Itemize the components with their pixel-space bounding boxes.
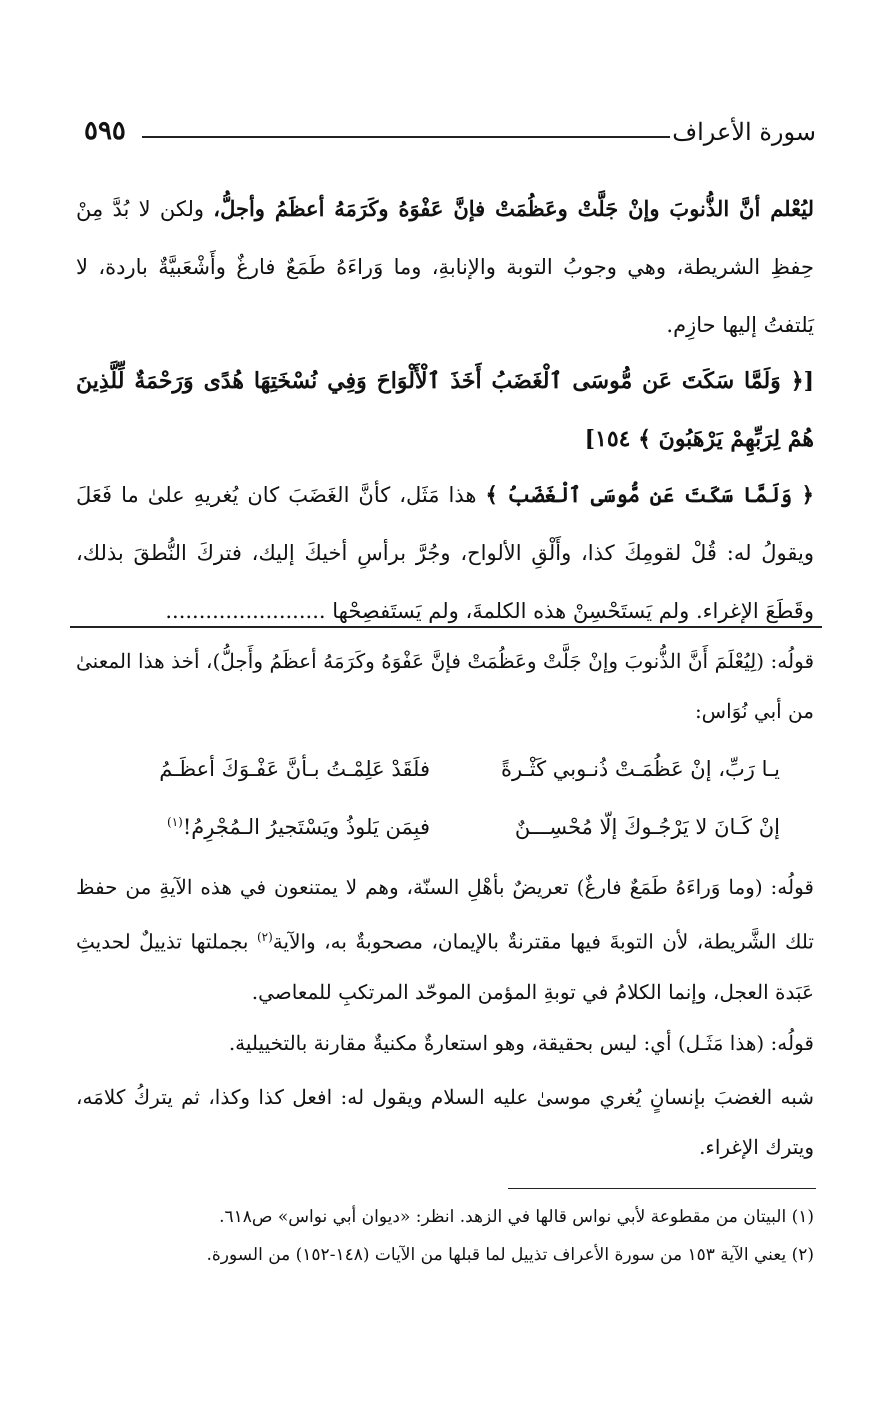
para1-rest: ولكن لا بُدَّ مِنْ حِفظِ الشريطة، وهي وجوبُ التوبة والإنابةِ، وما وَراءَهُ طَمَعٌ فارغٌ وأَشْعَبيَّةٌ باردة، لا يَلتفتُ إليها حازِم. [76, 197, 814, 337]
running-header [80, 112, 820, 152]
header-rule [142, 136, 670, 138]
footnote-marker-2: (٢) [256, 930, 273, 944]
para2-quote: ﴿ وَلَمَّا سَكَتَ عَن مُّوسَى ٱلْغَضَبُ ﴾ [485, 482, 814, 507]
para2-rest: هذا مَثَل، كأنَّ الغَضَبَ كان يُغريهِ علىٰ ما فَعَلَ ويقولُ له: قُلْ لقومِكَ كذا، وأَلْقِ الألواح، وجُرَّ برأسِ أخيكَ إليك، فتركَ النُّطقَ بذلك، وقَطَعَ الإغراء. ولم يَستَحْسِنْ هذه الكلمةَ، ولم يَستَفصِحْها [76, 483, 814, 623]
commentary-separator [70, 626, 822, 628]
poem-hemistich-text: فبِمَن يَلوذُ ويَسْتَجيرُ الـمُجْرِمُ! [182, 815, 430, 839]
quran-verse [76, 352, 814, 468]
commentary-3-text: قولُه: (هذا مَثَـل) أي: ليس بحقيقة، وهو استعارةٌ مكنيةٌ مقارنة بالتخييلية. [228, 1031, 814, 1055]
footnote-rule [508, 1188, 816, 1189]
main-paragraph-2 [76, 466, 814, 640]
footnotes [120, 1198, 814, 1274]
footnote-2: (٢) يعني الآية ١٥٣ من سورة الأعراف تذييل لما قبلها من الآيات (١٤٨-١٥٢) من السورة. [206, 1245, 814, 1265]
commentary-2-text: قولُه: (وما وَراءَهُ طَمَعٌ فارغٌ) تعريضٌ بأهْلِ السنّة، وهم لا يمتنعون في هذه الآيةِ من حفظ تلك الشَّريطة، لأن التوبةَ فيها مقترنةٌ بالإيمان، مصحوبةٌ به، والآية [76, 875, 814, 954]
poem-hemistich: فلَقَدْ عَلِمْـتُ بـأنَّ عَفْـوَكَ أعظَـمُ [159, 757, 430, 781]
page-number: ٥٩٥ [84, 116, 126, 146]
commentary-2-end: بجملتها تذييلٌ لحديثِ عَبَدة العجل، وإنما الكلامُ في توبةِ المؤمن الموحّد المرتكبِ للمعاصي. [76, 929, 814, 1004]
commentary-1-text: قولُه: (لِيُعْلَمَ أَنَّ الذُّنوبَ وإنْ جَلَّتْ وعَظُمَتْ فإنَّ عَفْوَهُ وكَرَمَهُ أعظَمُ وأَجلُّ)، أخذ هذا المعنىٰ من أبي نُوَاس: [76, 649, 814, 723]
para2-dots: ........................ [165, 599, 326, 623]
surah-title: سورة الأعراف [672, 118, 816, 146]
poem-hemistich: إنْ كَـانَ لا يَرْجُـوكَ إلّا مُحْسِـــنٌ [514, 815, 780, 839]
commentary-2 [76, 862, 814, 1017]
footnote-1: (١) البيتان من مقطوعة لأبي نواس قالها في الزهد. انظر: «ديوان أبي نواس» ص٦١٨. [219, 1207, 814, 1227]
commentary-4-text: شبه الغضبَ بإنسانٍ يُغري موسىٰ عليه السلام ويقول له: افعل كذا وكذا، ثم يتركُ كلامَه، ويترك الإغراء. [76, 1085, 814, 1159]
poem-verse-2 [120, 798, 780, 856]
poem-hemistich-with-mark [120, 815, 430, 839]
commentary-3 [76, 1018, 814, 1068]
footnote-marker-1: (١) [167, 815, 183, 829]
poem [120, 740, 780, 856]
main-paragraph-1 [76, 180, 814, 354]
commentary-1 [76, 636, 814, 736]
commentary-4 [76, 1072, 814, 1172]
poem-verse-1 [120, 740, 780, 798]
para1-lead: ليُعْلم أنَّ الذُّنوبَ وإنْ جَلَّتْ وعَظُمَتْ فإنَّ عَفْوَهُ وكَرَمَهُ أعظَمُ وأجلُّ، [213, 196, 815, 221]
verse-text: [﴿ وَلَمَّا سَكَتَ عَن مُّوسَى ٱلْغَضَبُ أَخَذَ ٱلْأَلْوَاحَ وَفِي نُسْخَتِهَا هُدًى وَرَحْمَةٌ لِّلَّذِينَ هُمْ لِرَبِّهِمْ يَرْهَبُونَ ﴾ ١٥٤] [76, 368, 814, 452]
poem-hemistich: يـا رَبِّ، إنْ عَظُمَـتْ ذُنـوبي كَثْـرةً [500, 757, 780, 781]
